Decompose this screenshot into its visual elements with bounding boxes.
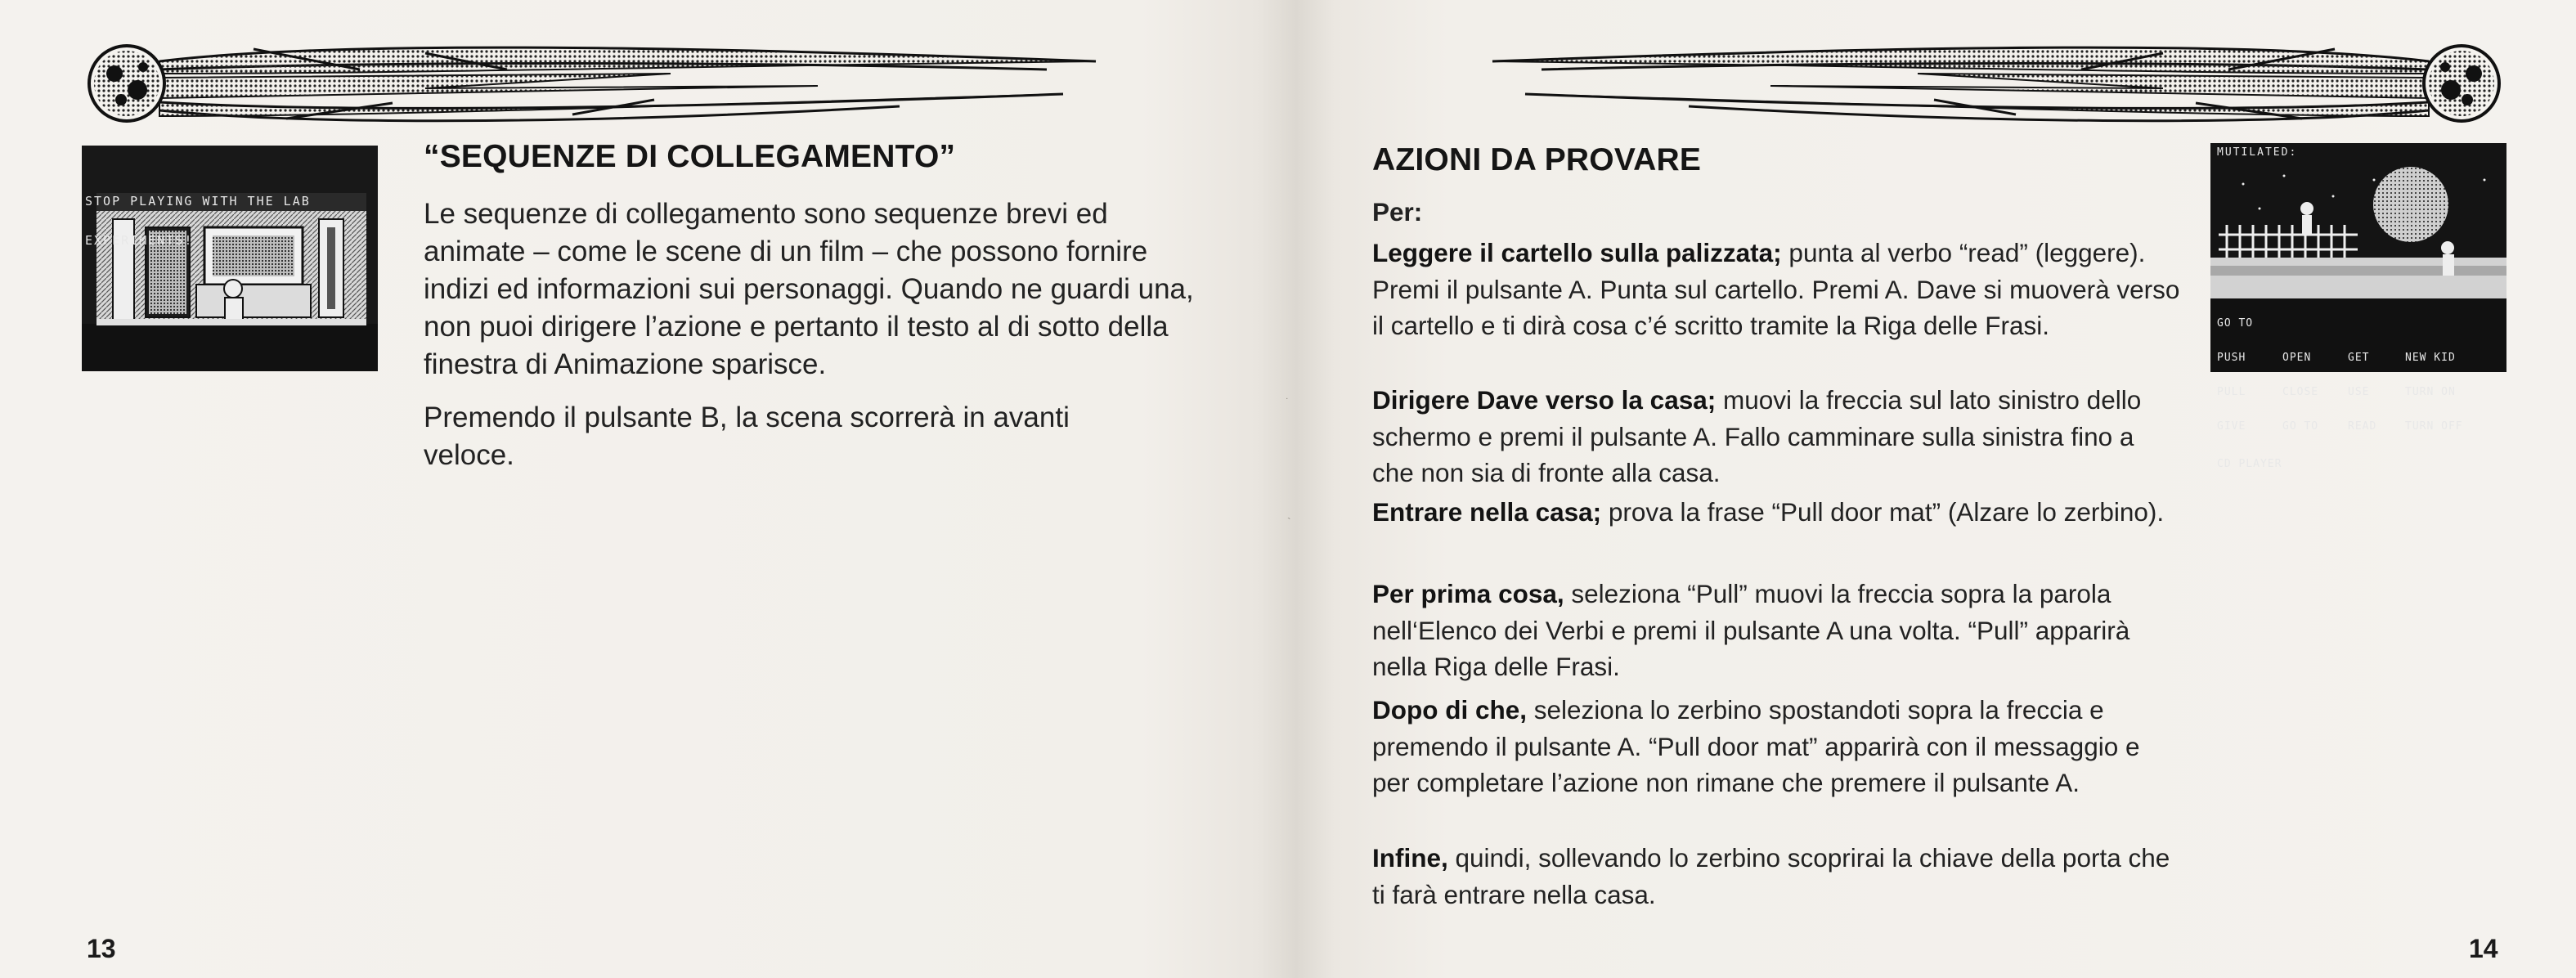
action-item <box>1372 692 2182 801</box>
verb-label: GET <box>2348 352 2370 364</box>
verb-label: GIVE <box>2217 420 2246 433</box>
action-lead: Dopo di che, <box>1372 695 1527 725</box>
action-text: seleziona lo zerbino spostandoti sopra la freccia e premendo il pulsante A. “Pull door mat” apparirà con il messaggio e per completare l’azione non rimane che premere il pulsante A. <box>1372 695 2140 797</box>
action-item <box>1372 235 2182 344</box>
verb-label: NEW KID <box>2405 352 2456 364</box>
action-lead: Entrare nella casa; <box>1372 497 1602 527</box>
action-item <box>1372 840 2182 913</box>
section-title: AZIONI DA PROVARE <box>1372 142 1702 177</box>
action-text: prova la frase “Pull door mat” (Alzare lo zerbino). <box>1601 497 2165 527</box>
paper-speck: ` <box>1287 515 1291 528</box>
screen-caption-line-2: EXPERIMENTS! <box>85 233 194 248</box>
verb-label: PULL <box>2217 386 2246 398</box>
verb-label: PUSH <box>2217 352 2246 364</box>
action-item <box>1372 576 2182 685</box>
action-text: punta al verbo “read” (leggere). Premi il pulsante A. Punta sul cartello. Premi A. Dave si muoverà verso il cartello e ti dirà cosa c’é scritto tramite la Riga delle Frasi. <box>1372 238 2180 340</box>
action-text: muovi la freccia sul lato sinistro dello schermo e premi il pulsante A. Fallo camminare sulla sinistra fino a che non sia di fronte alla casa. <box>1372 385 2142 487</box>
action-lead: Leggere il cartello sulla palizzata; <box>1372 238 1782 267</box>
page-number-right: 14 <box>2469 934 2498 963</box>
verb-label: READ <box>2348 420 2377 433</box>
action-text: quindi, sollevando lo zerbino scoprirai la chiave della porta che ti farà entrare nella casa. <box>1372 843 2170 909</box>
screen-top-caption: MUTILATED: <box>2217 146 2298 159</box>
verb-label: GO TO <box>2217 317 2254 330</box>
verb-label: TURN ON <box>2405 386 2456 398</box>
page-number-left: 13 <box>87 934 116 963</box>
verb-label: USE <box>2348 386 2370 398</box>
body-paragraph-2: Premendo il pulsante B, la scena scorrerà in avanti veloce. <box>424 402 1070 471</box>
game-screenshot-lab <box>82 146 378 371</box>
comet-illustration-right <box>1484 25 2506 139</box>
body-paragraph-1: Le sequenze di collegamento sono sequenze brevi ed animate – come le scene di un film – che possono fornire indizi ed informazioni sui personaggi. Quando ne guardi una, non puoi dirigere l’azione e pertanto il testo al di sotto della finestra di Animazione sparisce. <box>424 198 1194 380</box>
intro-text: Per: <box>1372 197 1423 227</box>
screen-caption-line-1: STOP PLAYING WITH THE LAB <box>85 194 311 209</box>
paper-speck: ˙ <box>1286 396 1290 409</box>
verb-label: OPEN <box>2282 352 2312 364</box>
action-text: seleziona “Pull” muovi la freccia sopra la parola nell‘Elenco dei Verbi e premi il pulsante A una volta. “Pull” apparirà nella Riga delle Frasi. <box>1372 579 2130 681</box>
verb-label: CLOSE <box>2282 386 2319 398</box>
comet-illustration-left <box>82 25 1104 139</box>
action-item <box>1372 382 2182 491</box>
action-item <box>1372 494 2182 531</box>
action-lead: Per prima cosa, <box>1372 579 1564 608</box>
verb-label: TURN OFF <box>2405 420 2463 433</box>
right-page <box>1296 0 2576 978</box>
inventory-item: CD PLAYER <box>2217 458 2282 470</box>
action-lead: Infine, <box>1372 843 1448 873</box>
section-title: “SEQUENZE DI COLLEGAMENTO” <box>424 139 956 174</box>
action-lead: Dirigere Dave verso la casa; <box>1372 385 1717 415</box>
verb-label: GO TO <box>2282 420 2319 433</box>
verb-menu <box>2217 295 2471 493</box>
intro-label <box>1372 194 2182 231</box>
game-screenshot-night-fence <box>2210 143 2506 470</box>
